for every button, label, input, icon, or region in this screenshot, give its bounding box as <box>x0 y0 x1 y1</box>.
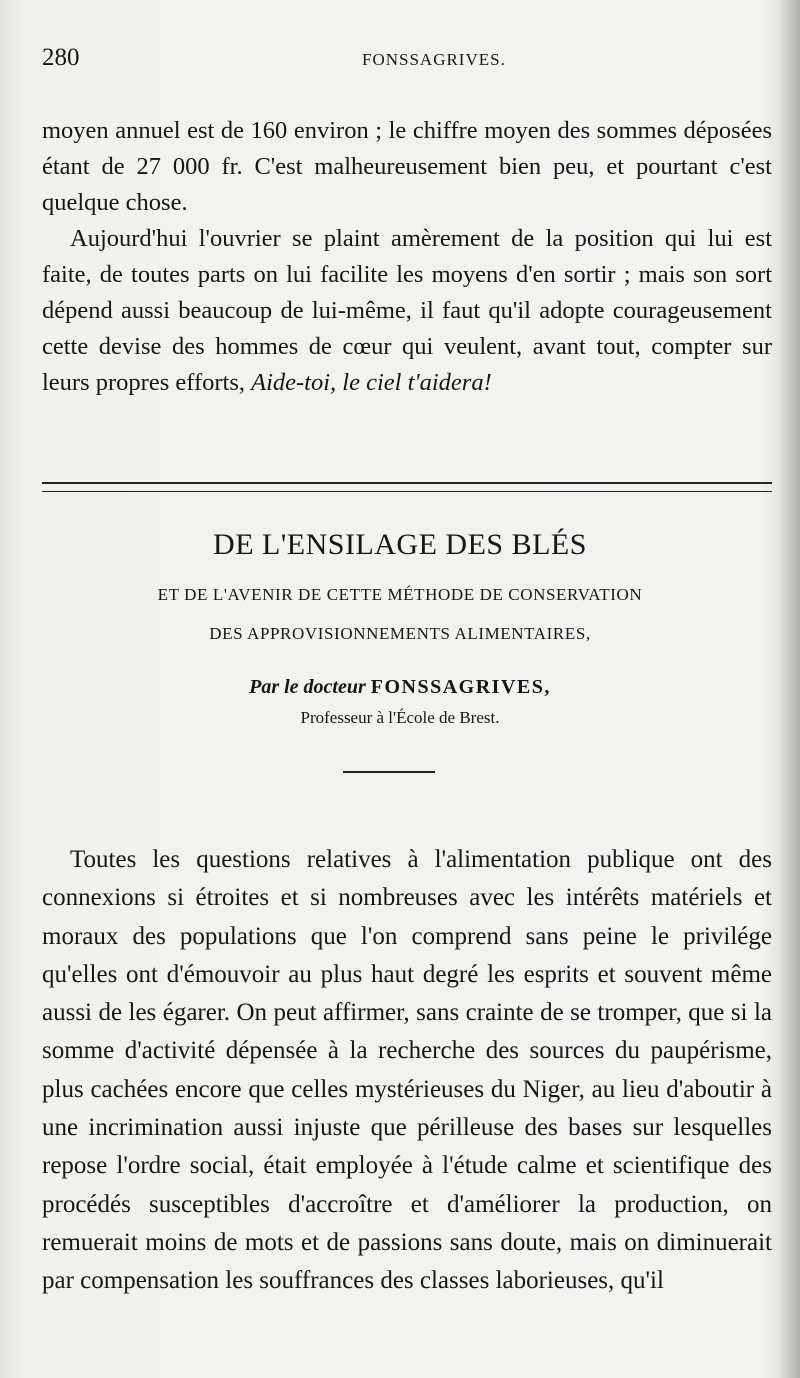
running-head <box>42 44 756 74</box>
running-title: FONSSAGRIVES. <box>362 50 506 69</box>
page-number: 280 <box>42 44 80 71</box>
carryover-paragraph: moyen annuel est de 160 environ ; le chiffre moyen des sommes déposées étant de 27 000 fr. C'est malheureusement bien peu, et pourtant c'est quelque chose. <box>42 116 772 216</box>
motto: Aide-toi, le ciel t'aidera! <box>251 368 492 396</box>
article-body-paragraph: Toutes les questions relatives à l'alimentation publique ont des connexions si étroites et si nombreuses avec les intérêts matériels et moraux des populations que l'on comprend sans peine le privilége qu'elles ont d'émouvoir au plus haut degré les esprits et souvent même aussi de les égarer. On peut affirmer, sans crainte de se tromper, que si la somme d'activité dépensée à la recherche des sources du paupérisme, plus cachées encore que celles mystérieuses du Niger, au lieu d'aboutir à une incrimination aussi injuste que périlleuse des bases sur lesquelles repose l'ordre social, était employée à l'étude calme et scientifique des procédés susceptibles d'accroître et d'améliorer la production, on remuerait moins de mots et de passions sans doute, mais on diminuerait par compensation les souffrances des classes laborieuses, qu'il <box>42 846 772 1295</box>
closing-paragraph <box>42 221 772 401</box>
section-divider <box>42 482 772 492</box>
byline-rule <box>343 771 435 773</box>
author-byline <box>0 676 800 699</box>
closing-paragraph-text: Aujourd'hui l'ouvrier se plaint amèrement de la position qui lui est faite, de toutes parts on lui facilite les moyens d'en sortir ; mais son sort dépend aussi beaucoup de lui-même, il faut qu'il adopte courageusement cette devise des hommes de cœur qui veulent, avant tout, compter sur leurs propres efforts, <box>42 224 772 396</box>
article-subtitle-line-2: DES APPROVISIONNEMENTS ALIMENTAIRES, <box>209 624 591 643</box>
author-affiliation: Professeur à l'École de Brest. <box>300 708 500 727</box>
author-prefix: Par le docteur <box>249 676 366 698</box>
article-title: DE L'ENSILAGE DES BLÉS <box>213 528 587 561</box>
author-name: FONSSAGRIVES, <box>370 676 551 698</box>
article-subtitle-line-1: ET DE L'AVENIR DE CETTE MÉTHODE DE CONSERVATION <box>157 585 643 604</box>
